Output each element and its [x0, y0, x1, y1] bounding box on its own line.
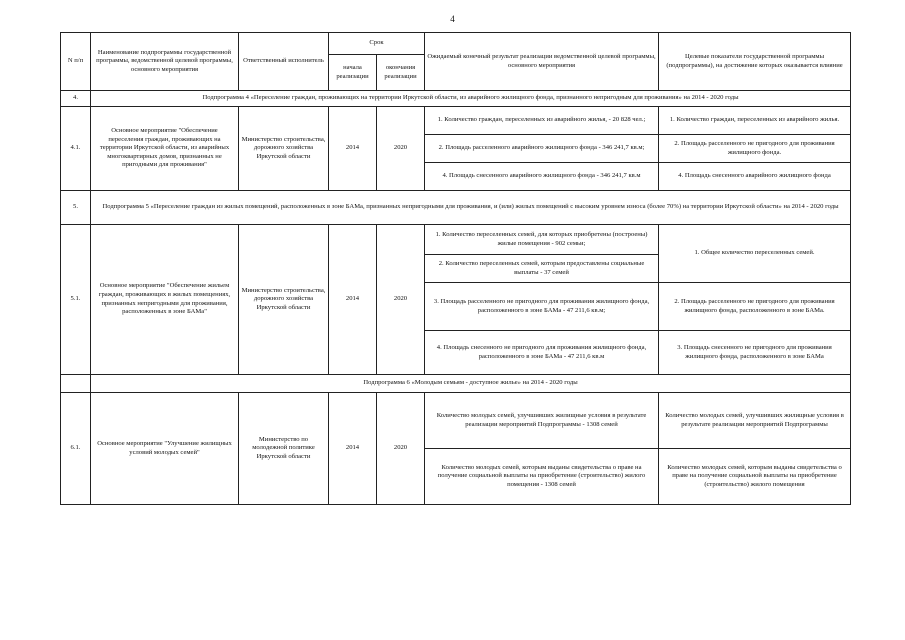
header-target-indicators: Целевые показатели государственной программы (подпрограммы), на достижение которых оказывается влияние: [659, 33, 851, 91]
page-number: 4: [450, 14, 455, 24]
row-start: 2014: [329, 225, 377, 375]
header-start: начала реализации: [329, 55, 377, 91]
row-result: 2. Площадь расселенного аварийного жилищного фонда - 346 241,7 кв.м;: [425, 135, 659, 163]
row-name: Основное мероприятие "Обеспечение жильем граждан, проживающих в жилых помещениях, признанных непригодными для проживания, расположенных в зоне БАМа": [91, 225, 239, 375]
row-name: Основное мероприятие "Улучшение жилищных условий молодых семей": [91, 393, 239, 505]
row-target: 2. Площадь расселенного не пригодного для проживания жилищного фонда.: [659, 135, 851, 163]
row-num: 4.1.: [61, 107, 91, 191]
row-responsible: Министерство строительства, дорожного хозяйства Иркутской области: [239, 225, 329, 375]
section-num: [61, 375, 91, 393]
row-result: 1. Количество граждан, переселенных из аварийного жилья, - 20 828 чел.;: [425, 107, 659, 135]
header-end: окончания реализации: [377, 55, 425, 91]
row-result: Количество молодых семей, которым выданы свидетельства о праве на получение социальной выплаты на приобретение (строительство) жилого помещения - 1308 семей: [425, 449, 659, 505]
row-result: 4. Площадь снесенного не пригодного для проживания жилищного фонда, расположенного в зоне БАМа - 47 211,6 кв.м: [425, 331, 659, 375]
row-num: 6.1.: [61, 393, 91, 505]
row-result: 2. Количество переселенных семей, которым предоставлены социальные выплаты - 37 семей: [425, 255, 659, 283]
row-end: 2020: [377, 393, 425, 505]
row-target: Количество молодых семей, улучшивших жилищные условия в результате реализации мероприятий Подпрограммы: [659, 393, 851, 449]
row-target: 4. Площадь снесенного аварийного жилищного фонда: [659, 163, 851, 191]
row-responsible: Министерство строительства, дорожного хозяйства Иркутской области: [239, 107, 329, 191]
row-end: 2020: [377, 107, 425, 191]
row-target: 2. Площадь расселенного не пригодного для проживания жилищного фонда, расположенного в зоне БАМа.: [659, 283, 851, 331]
row-num: 5.1.: [61, 225, 91, 375]
row-end: 2020: [377, 225, 425, 375]
program-table: [60, 32, 851, 505]
row-target: 1. Общее количество переселенных семей.: [659, 225, 851, 283]
section-title: Подпрограмма 6 «Молодым семьям - доступное жилье» на 2014 - 2020 годы: [91, 375, 851, 393]
section-title: Подпрограмма 4 «Переселение граждан, проживающих на территории Иркутской области, из аварийного жилищного фонда, признанного непригодным для проживания» на 2014 - 2020 годы: [91, 91, 851, 107]
section-num: 4.: [61, 91, 91, 107]
row-result: 3. Площадь расселенного не пригодного для проживания жилищного фонда, расположенного в зоне БАМа - 47 211,6 кв.м;: [425, 283, 659, 331]
section-num: 5.: [61, 191, 91, 225]
row-name: Основное мероприятие "Обеспечение переселения граждан, проживающих на территории Иркутской области, из аварийных многоквартирных домов, признанных не пригодными для проживания": [91, 107, 239, 191]
header-expected-result: Ожидаемый конечный результат реализации ведомственной целевой программы, основного мероприятия: [425, 33, 659, 91]
row-target: Количество молодых семей, которым выданы свидетельства о праве на получение социальной выплаты на приобретение (строительство) жилого помещения: [659, 449, 851, 505]
header-num: N п/п: [61, 33, 91, 91]
row-result: 4. Площадь снесенного аварийного жилищного фонда - 346 241,7 кв.м: [425, 163, 659, 191]
header-name: Наименование подпрограммы государственной программы, ведомственной целевой программы, основного мероприятия: [91, 33, 239, 91]
row-start: 2014: [329, 107, 377, 191]
section-title: Подпрограмма 5 «Переселение граждан из жилых помещений, расположенных в зоне БАМа, признанных непригодными для проживания, и (или) жилых помещений с высоким уровнем износа (более 70%) на территории Иркутской области» на 2014 - 2020 годы: [91, 191, 851, 225]
row-responsible: Министерство по молодежной политике Иркутской области: [239, 393, 329, 505]
row-result: 1. Количество переселенных семей, для которых приобретены (построены) жилые помещения - 902 семьи;: [425, 225, 659, 255]
header-term: Срок: [329, 33, 425, 55]
row-target: 3. Площадь снесенного не пригодного для проживания жилищного фонда, расположенного в зоне БАМа: [659, 331, 851, 375]
row-result: Количество молодых семей, улучшивших жилищные условия в результате реализации мероприятий Подпрограммы - 1308 семей: [425, 393, 659, 449]
row-target: 1. Количество граждан, переселенных из аварийного жилья.: [659, 107, 851, 135]
header-responsible: Ответственный исполнитель: [239, 33, 329, 91]
row-start: 2014: [329, 393, 377, 505]
